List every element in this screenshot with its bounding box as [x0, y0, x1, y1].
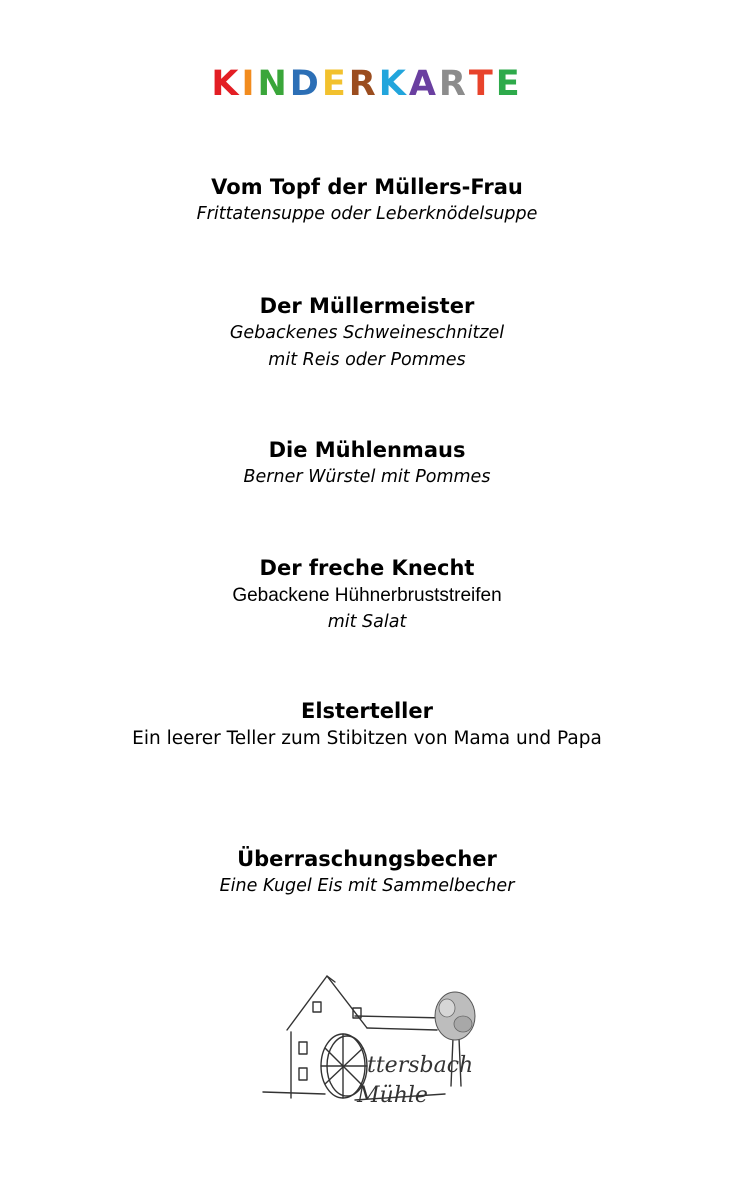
menu-item-description: Gebackenes Schweineschnitzel	[229, 323, 505, 343]
menu-item-muehlenmaus	[0, 436, 734, 491]
title-letter: A	[408, 64, 439, 104]
menu-item-name: Vom Topf der Müllers-Frau	[211, 175, 523, 199]
menu-item-description: Frittatensuppe oder Leberknödelsuppe	[196, 204, 538, 224]
menu-item-name: Elsterteller	[301, 699, 433, 723]
title-letter: K	[211, 64, 242, 104]
menu-title	[0, 62, 734, 106]
menu-item-knecht	[0, 554, 734, 636]
title-letter: E	[495, 64, 523, 104]
menu-item-ueberraschungsbecher	[0, 845, 734, 900]
menu-item-name: Der Müllermeister	[259, 294, 475, 318]
menu-item-elsterteller	[0, 697, 734, 752]
mill-house-logo	[255, 968, 485, 1118]
menu-item-muellermeister	[0, 292, 734, 374]
title-letter: I	[241, 64, 258, 104]
svg-text:ttersbach: ttersbach	[367, 1053, 474, 1078]
menu-item-name: Die Mühlenmaus	[268, 438, 466, 462]
title-letter: D	[289, 64, 322, 104]
title-letter: R	[438, 64, 469, 104]
menu-item-suppe	[0, 173, 734, 228]
title-letter: E	[321, 64, 349, 104]
menu-item-description: mit Reis oder Pommes	[268, 350, 466, 370]
menu-item-description: mit Salat	[327, 612, 407, 632]
title-letter: K	[378, 64, 409, 104]
title-letter: R	[348, 64, 379, 104]
menu-item-description: Ein leerer Teller zum Stibitzen von Mama und Papa	[132, 728, 602, 749]
title-letter: T	[468, 64, 496, 104]
title-letter: N	[257, 64, 290, 104]
svg-text:Mühle: Mühle	[357, 1083, 428, 1108]
menu-item-name: Überraschungsbecher	[237, 847, 497, 871]
menu-item-description: Gebackene Hühnerbruststreifen	[232, 585, 502, 606]
menu-item-name: Der freche Knecht	[259, 556, 475, 580]
menu-item-description: Eine Kugel Eis mit Sammelbecher	[219, 876, 515, 896]
menu-item-description: Berner Würstel mit Pommes	[243, 467, 491, 487]
